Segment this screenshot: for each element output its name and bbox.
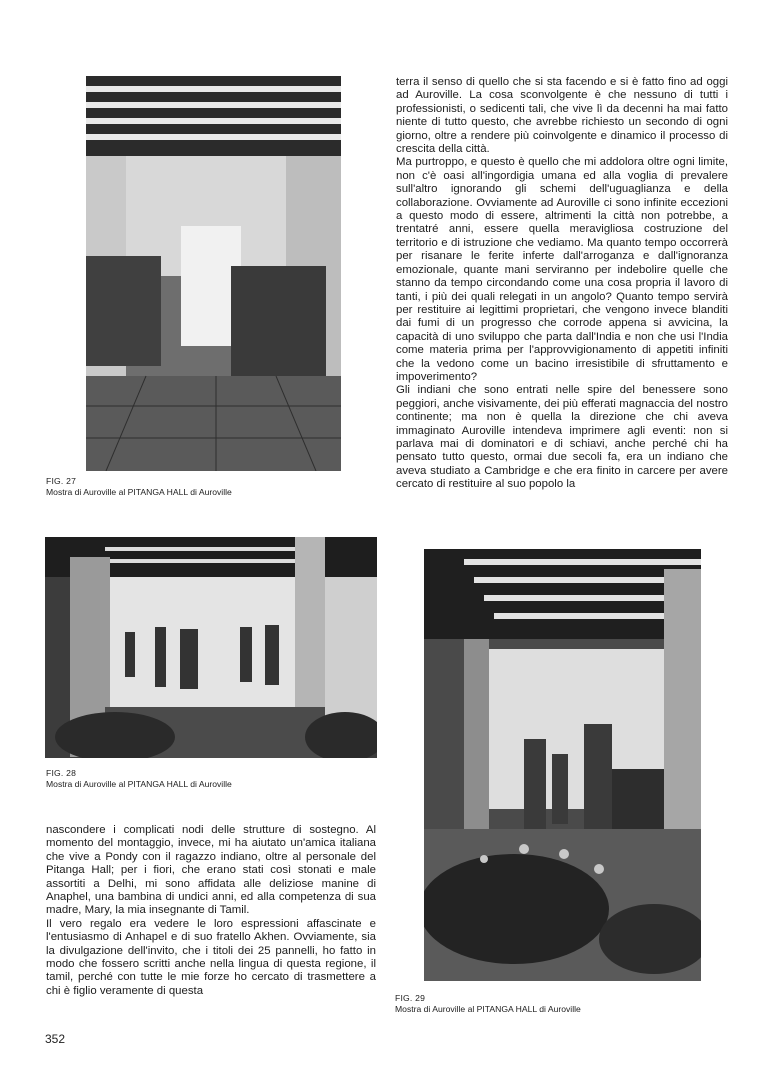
- paragraph: Ma purtroppo, e questo è quello che mi addolora oltre ogni limite, non c'è oasi all'ingordigia umana ed alla voglia di prevalere sull'altro ignorando gli schemi dell'uguaglianza e della collaborazione. Ovviamente ad Auroville ci sono infinite eccezioni a questo modo di essere, altrimenti la città non potrebbe, a trentatré anni, essere quella meravigliosa costruzione del territorio e di istruzione che vediamo. Ma quanto tempo occorrerà per risanare le ferite inferte dall'arroganza e dall'ignoranza emozionale, quante mani serviranno per indebolire quelle che stanno da tempo circondando come una cosa propria il lavoro di tanti, i più dei quali relegati in un angolo? Quanto tempo servirà per restituire ai legittimi proprietari, che vengono invece blanditi dai fumi di un progresso che corrode appena si avvicina, la capacità di uno sviluppo che parta dall'India e non che usi l'India come materia prima per l'approvvigionamento di appetiti infiniti che la vedono come un bacino irresistibile di sfruttamento e impoverimento?: [396, 156, 728, 383]
- figure-29-caption: [395, 993, 715, 1015]
- figure-29-photo: [424, 549, 701, 981]
- paragraph: Il vero regalo era vedere le loro espressioni affascinate e l'entusiasmo di Anhapel e di suo fratello Akhen. Ovviamente, sia la divulgazione dell'invito, che i titoli dei 25 pannelli, ho fatto in modo che fossero scritti anche nella lingua di questa regione, il tamil, perché con tutte le mie forze ho cercato di trasmettere a chi è figlio veramente di questa: [46, 917, 376, 997]
- figure-number: FIG. 29: [395, 993, 426, 1003]
- paragraph: nascondere i complicati nodi delle strutture di sostegno. Al momento del montaggio, invece, mi ha aiutato un'amica italiana che vive a Pondy con il ragazzo indiano, oltre al personale del Pitanga Hall; per i fiori, che erano stati così stonati e male assortiti a Delhi, mi sono affidata alle deliziose manine di Anaphel, una bambina di undici anni, ed alla competenza di sua madre, Mary, la mia insegnante di Tamil.: [46, 824, 376, 917]
- figure-number: FIG. 27: [46, 476, 77, 486]
- body-text-left-bottom: [46, 824, 376, 998]
- figure-number: FIG. 28: [46, 768, 77, 778]
- figure-caption-text: Mostra di Auroville al PITANGA HALL di Auroville: [46, 487, 232, 497]
- figure-caption-text: Mostra di Auroville al PITANGA HALL di Auroville: [46, 779, 232, 789]
- figure-27-caption: [46, 476, 346, 498]
- body-text-right-top: [396, 76, 728, 492]
- figure-27-photo: [86, 76, 341, 471]
- figure-caption-text: Mostra di Auroville al PITANGA HALL di Auroville: [395, 1004, 581, 1014]
- page-number: 352: [45, 1032, 66, 1046]
- paragraph: Gli indiani che sono entrati nelle spire del benessere sono peggiori, anche visivamente, dei più efferati magnaccia del nostro continente; ma non è quella la direzione che chi aveva immaginato Auroville intendeva imprimere agli eventi: non si parlava mai di dominatori e di schiavi, anche perché chi ha pensato tutto questo, ormai due secoli fa, era un indiano che aveva studiato a Cambridge e che era finito in carcere per avere cercato di restituire al suo popolo la: [396, 384, 728, 491]
- figure-28-caption: [46, 768, 366, 790]
- figure-28-photo: [45, 537, 377, 758]
- paragraph: terra il senso di quello che si sta facendo e si è fatto fino ad oggi ad Auroville. La cosa sconvolgente è che nessuno di tutti i professionisti, o sedicenti tali, che vive lì da decenni ha mai fatto niente di tutto questo, che avrebbe richiesto un secondo di ogni giorno, oltre a rendere più coinvolgente e dinamico il processo di crescita della città.: [396, 76, 728, 156]
